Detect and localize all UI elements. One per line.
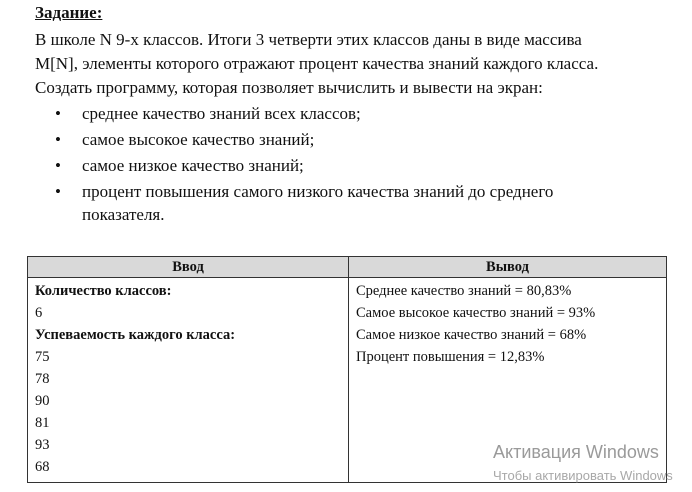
class-count-label: Количество классов: <box>35 283 172 299</box>
output-max: Самое высокое качество знаний = 93% <box>356 305 596 321</box>
bullet-item-increase-cont: показателя. <box>82 205 165 224</box>
score-value: 78 <box>35 371 50 387</box>
task-title: Задание: <box>35 3 103 22</box>
output-header: Вывод <box>349 257 667 278</box>
bullet-marker: • <box>55 104 61 123</box>
task-text-line-1: В школе N 9-х классов. Итоги 3 четверти этих классов даны в виде массива <box>35 30 582 49</box>
class-count-value: 6 <box>35 305 43 321</box>
score-value: 81 <box>35 415 50 431</box>
score-value: 75 <box>35 349 50 365</box>
output-average: Среднее качество знаний = 80,83% <box>356 283 572 299</box>
input-header: Ввод <box>28 257 349 278</box>
bullet-marker: • <box>55 156 61 175</box>
score-value: 90 <box>35 393 50 409</box>
bullet-item-max: самое высокое качество знаний; <box>82 130 315 149</box>
bullet-item-increase: процент повышения самого низкого качества знаний до среднего <box>82 182 554 201</box>
bullet-marker: • <box>55 182 61 201</box>
bullet-item-average: среднее качество знаний всех классов; <box>82 104 361 123</box>
scores-label: Успеваемость каждого класса: <box>35 327 236 343</box>
bullet-marker: • <box>55 130 61 149</box>
input-cell <box>28 278 349 483</box>
task-text-line-2: M[N], элементы которого отражают процент качества знаний каждого класса. <box>35 54 599 73</box>
activation-watermark-subtitle: Чтобы активировать Windows <box>493 468 673 483</box>
score-value: 93 <box>35 437 50 453</box>
score-value: 68 <box>35 459 50 475</box>
task-text-line-3: Создать программу, которая позволяет вычислить и вывести на экран: <box>35 78 543 97</box>
bullet-item-min: самое низкое качество знаний; <box>82 156 304 175</box>
output-increase: Процент повышения = 12,83% <box>356 349 545 365</box>
activation-watermark-title: Активация Windows <box>493 442 659 462</box>
output-min: Самое низкое качество знаний = 68% <box>356 327 587 343</box>
